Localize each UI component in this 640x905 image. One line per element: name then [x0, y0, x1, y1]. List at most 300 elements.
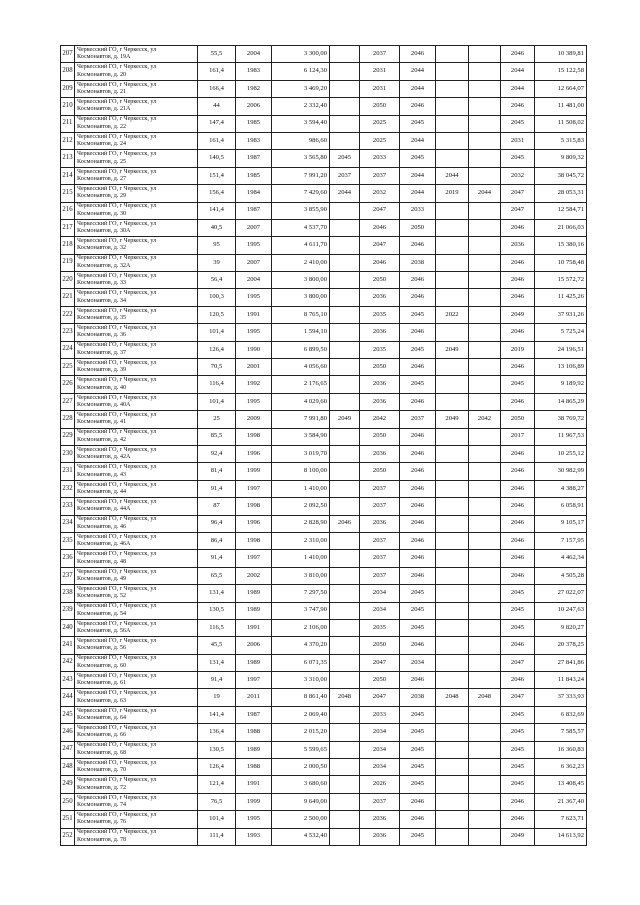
year-col-5-cell: [469, 202, 501, 219]
row-number-cell: 235: [61, 532, 75, 549]
address-line-1: Черкесский ГО, г Черкесск, ул: [77, 255, 157, 262]
cost-cell: 2 069,40: [272, 706, 330, 723]
table-row: [61, 759, 587, 776]
table-row: [61, 237, 587, 254]
address-cell: [75, 445, 198, 462]
year-col-3-cell: 2050: [400, 219, 436, 236]
area-cell: 101,4: [198, 393, 236, 410]
year-col-3-cell: 2046: [400, 98, 436, 115]
year-col-1-cell: [330, 532, 360, 549]
row-number-cell: 250: [61, 793, 75, 810]
address-line-2: Космонавтов, д. 78: [77, 836, 127, 843]
address-line-1: Черкесский ГО, г Черкесск, ул: [77, 725, 157, 732]
address-cell: [75, 793, 198, 810]
year-col-4-cell: [436, 254, 469, 271]
table-row: [61, 793, 587, 810]
address-line-1: Черкесский ГО, г Черкесск, ул: [77, 568, 157, 575]
cost-cell: 3 747,90: [272, 602, 330, 619]
year-col-6-cell: 2031: [501, 132, 535, 149]
year-col-5-cell: [469, 359, 501, 376]
year-col-4-cell: [436, 202, 469, 219]
cost-cell: 3 855,90: [272, 202, 330, 219]
year-col-6-cell: 2046: [501, 324, 535, 341]
year-col-3-cell: 2046: [400, 793, 436, 810]
year-col-4-cell: [436, 289, 469, 306]
total-cost-cell: 6 832,69: [535, 706, 587, 723]
address-line-1: Черкесский ГО, г Черкесск, ул: [77, 811, 157, 818]
address-line-1: Черкесский ГО, г Черкесск, ул: [77, 116, 157, 123]
build-year-cell: 1997: [236, 480, 272, 497]
table-row: [61, 132, 587, 149]
year-col-5-cell: [469, 445, 501, 462]
total-cost-cell: 12 584,71: [535, 202, 587, 219]
build-year-cell: 1998: [236, 428, 272, 445]
total-cost-cell: 38 769,72: [535, 411, 587, 428]
total-cost-cell: 7 623,71: [535, 811, 587, 828]
build-year-cell: 2001: [236, 359, 272, 376]
year-col-6-cell: 2046: [501, 98, 535, 115]
year-col-1-cell: [330, 46, 360, 63]
row-number-cell: 217: [61, 219, 75, 236]
total-cost-cell: 38 045,72: [535, 167, 587, 184]
year-col-3-cell: 2046: [400, 637, 436, 654]
build-year-cell: 1991: [236, 306, 272, 323]
year-col-3-cell: 2044: [400, 185, 436, 202]
address-line-1: Черкесский ГО, г Черкесск, ул: [77, 481, 157, 488]
year-col-3-cell: 2046: [400, 498, 436, 515]
cost-cell: 3 800,00: [272, 272, 330, 289]
address-line-2: Космонавтов, д. 42: [77, 436, 127, 443]
table-row: [61, 550, 587, 567]
year-col-2-cell: 2036: [360, 393, 400, 410]
address-line-2: Космонавтов, д. 44А: [77, 506, 131, 513]
table-row: [61, 567, 587, 584]
build-year-cell: 1987: [236, 706, 272, 723]
year-col-3-cell: 2046: [400, 811, 436, 828]
address-cell: [75, 428, 198, 445]
cost-cell: 3 680,60: [272, 776, 330, 793]
year-col-1-cell: 2049: [330, 411, 360, 428]
address-cell: [75, 619, 198, 636]
area-cell: 92,4: [198, 445, 236, 462]
area-cell: 91,4: [198, 550, 236, 567]
year-col-6-cell: 2045: [501, 776, 535, 793]
cost-cell: 2 015,20: [272, 724, 330, 741]
row-number-cell: 215: [61, 185, 75, 202]
address-line-1: Черкесский ГО, г Черкесск, ул: [77, 98, 157, 105]
build-year-cell: 1998: [236, 498, 272, 515]
year-col-1-cell: 2046: [330, 515, 360, 532]
year-col-1-cell: 2037: [330, 167, 360, 184]
cost-cell: 3 594,40: [272, 115, 330, 132]
build-year-cell: 1989: [236, 602, 272, 619]
address-line-2: Космонавтов, д. 30А: [77, 228, 131, 235]
year-col-2-cell: 2036: [360, 376, 400, 393]
total-cost-cell: 12 664,07: [535, 80, 587, 97]
total-cost-cell: 11 843,24: [535, 672, 587, 689]
year-col-5-cell: [469, 115, 501, 132]
total-cost-cell: 24 196,51: [535, 341, 587, 358]
year-col-4-cell: [436, 619, 469, 636]
year-col-3-cell: 2045: [400, 150, 436, 167]
cost-cell: 4 532,40: [272, 828, 330, 845]
address-line-2: Космонавтов, д. 40А: [77, 402, 131, 408]
year-col-3-cell: 2046: [400, 428, 436, 445]
year-col-4-cell: [436, 63, 469, 80]
build-year-cell: 1999: [236, 793, 272, 810]
address-cell: [75, 689, 198, 706]
address-cell: [75, 515, 198, 532]
address-cell: [75, 359, 198, 376]
address-line-1: Черкесский ГО, г Черкесск, ул: [77, 777, 157, 784]
address-cell: [75, 706, 198, 723]
address-line-1: Черкесский ГО, г Черкесск, ул: [77, 672, 157, 679]
year-col-6-cell: 2046: [501, 637, 535, 654]
table-row: [61, 167, 587, 184]
row-number-cell: 224: [61, 341, 75, 358]
year-col-4-cell: [436, 359, 469, 376]
area-cell: 166,4: [198, 80, 236, 97]
cost-cell: 2 310,00: [272, 532, 330, 549]
year-col-5-cell: [469, 619, 501, 636]
table-row: [61, 46, 587, 63]
year-col-6-cell: 2046: [501, 515, 535, 532]
year-col-2-cell: 2034: [360, 585, 400, 602]
area-cell: 81,4: [198, 463, 236, 480]
address-cell: [75, 654, 198, 671]
address-line-2: Космонавтов, д. 42А: [77, 454, 131, 461]
cost-cell: 1 594,10: [272, 324, 330, 341]
year-col-3-cell: 2046: [400, 272, 436, 289]
build-year-cell: 1982: [236, 80, 272, 97]
row-number-cell: 247: [61, 741, 75, 758]
row-number-cell: 246: [61, 724, 75, 741]
area-cell: 56,4: [198, 272, 236, 289]
year-col-1-cell: [330, 463, 360, 480]
year-col-6-cell: 2047: [501, 654, 535, 671]
area-cell: 85,5: [198, 428, 236, 445]
table-row: [61, 445, 587, 462]
area-cell: 121,4: [198, 776, 236, 793]
year-col-6-cell: 2045: [501, 759, 535, 776]
year-col-2-cell: 2034: [360, 724, 400, 741]
year-col-3-cell: 2045: [400, 341, 436, 358]
table-row: [61, 532, 587, 549]
address-line-2: Космонавтов, д. 74: [77, 801, 127, 808]
year-col-1-cell: [330, 428, 360, 445]
year-col-4-cell: [436, 793, 469, 810]
area-cell: 39: [198, 254, 236, 271]
year-col-3-cell: 2045: [400, 706, 436, 723]
year-col-6-cell: 2046: [501, 550, 535, 567]
build-year-cell: 1991: [236, 619, 272, 636]
year-col-1-cell: [330, 306, 360, 323]
build-year-cell: 1996: [236, 445, 272, 462]
year-col-2-cell: 2037: [360, 167, 400, 184]
area-cell: 136,4: [198, 724, 236, 741]
table-row: [61, 80, 587, 97]
area-cell: 55,5: [198, 46, 236, 63]
build-year-cell: 1992: [236, 376, 272, 393]
cost-cell: 6 071,35: [272, 654, 330, 671]
total-cost-cell: 9 809,32: [535, 150, 587, 167]
address-cell: [75, 480, 198, 497]
address-line-1: Черкесский ГО, г Черкесск, ул: [77, 133, 157, 140]
address-line-2: Космонавтов, д. 56: [77, 645, 127, 652]
year-col-3-cell: 2045: [400, 376, 436, 393]
year-col-1-cell: 2048: [330, 689, 360, 706]
year-col-1-cell: [330, 724, 360, 741]
year-col-4-cell: [436, 498, 469, 515]
address-line-1: Черкесский ГО, г Черкесск, ул: [77, 603, 157, 610]
year-col-2-cell: 2047: [360, 202, 400, 219]
table-row: [61, 741, 587, 758]
address-cell: [75, 567, 198, 584]
address-cell: [75, 724, 198, 741]
area-cell: 116,4: [198, 376, 236, 393]
cost-cell: 6 899,50: [272, 341, 330, 358]
cost-cell: 4 611,70: [272, 237, 330, 254]
address-cell: [75, 376, 198, 393]
total-cost-cell: 9 189,92: [535, 376, 587, 393]
address-cell: [75, 498, 198, 515]
build-year-cell: 1997: [236, 672, 272, 689]
year-col-2-cell: 2047: [360, 237, 400, 254]
year-col-4-cell: [436, 393, 469, 410]
build-year-cell: 1983: [236, 63, 272, 80]
year-col-2-cell: 2037: [360, 480, 400, 497]
year-col-5-cell: [469, 498, 501, 515]
address-line-1: Черкесский ГО, г Черкесск, ул: [77, 272, 157, 279]
area-cell: 25: [198, 411, 236, 428]
year-col-6-cell: 2036: [501, 237, 535, 254]
address-cell: [75, 219, 198, 236]
address-line-2: Космонавтов, д. 49: [77, 575, 127, 582]
year-col-6-cell: 2032: [501, 167, 535, 184]
year-col-3-cell: 2044: [400, 80, 436, 97]
area-cell: 126,4: [198, 341, 236, 358]
year-col-3-cell: 2034: [400, 654, 436, 671]
table-row: [61, 150, 587, 167]
address-line-2: Космонавтов, д. 32А: [77, 262, 131, 269]
year-col-1-cell: [330, 741, 360, 758]
build-year-cell: 2004: [236, 272, 272, 289]
total-cost-cell: 21 066,03: [535, 219, 587, 236]
year-col-1-cell: [330, 672, 360, 689]
year-col-6-cell: 2046: [501, 359, 535, 376]
address-line-1: Черкесский ГО, г Черкесск, ул: [77, 446, 157, 453]
address-line-1: Черкесский ГО, г Черкесск, ул: [77, 325, 157, 332]
row-number-cell: 207: [61, 46, 75, 63]
total-cost-cell: 10 758,48: [535, 254, 587, 271]
year-col-1-cell: [330, 828, 360, 845]
year-col-1-cell: [330, 619, 360, 636]
table-row: [61, 185, 587, 202]
year-col-4-cell: [436, 480, 469, 497]
cost-cell: 1 410,00: [272, 480, 330, 497]
table-row: [61, 376, 587, 393]
year-col-5-cell: 2044: [469, 185, 501, 202]
total-cost-cell: 27 841,86: [535, 654, 587, 671]
build-year-cell: 1985: [236, 115, 272, 132]
year-col-1-cell: [330, 359, 360, 376]
year-col-2-cell: 2035: [360, 619, 400, 636]
table-row: [61, 254, 587, 271]
year-col-1-cell: [330, 706, 360, 723]
build-year-cell: 1993: [236, 828, 272, 845]
year-col-6-cell: 2046: [501, 672, 535, 689]
year-col-2-cell: 2025: [360, 115, 400, 132]
row-number-cell: 226: [61, 376, 75, 393]
total-cost-cell: 4 505,28: [535, 567, 587, 584]
address-cell: [75, 237, 198, 254]
year-col-5-cell: [469, 776, 501, 793]
address-line-1: Черкесский ГО, г Черкесск, ул: [77, 498, 157, 505]
year-col-3-cell: 2044: [400, 132, 436, 149]
year-col-6-cell: 2046: [501, 445, 535, 462]
row-number-cell: 242: [61, 654, 75, 671]
row-number-cell: 228: [61, 411, 75, 428]
year-col-5-cell: [469, 811, 501, 828]
area-cell: 101,4: [198, 811, 236, 828]
year-col-4-cell: [436, 80, 469, 97]
year-col-3-cell: 2046: [400, 289, 436, 306]
row-number-cell: 221: [61, 289, 75, 306]
year-col-3-cell: 2044: [400, 63, 436, 80]
table-row: [61, 393, 587, 410]
address-line-2: Космонавтов, д. 22: [77, 123, 127, 130]
table-row: [61, 602, 587, 619]
build-year-cell: 1989: [236, 741, 272, 758]
cost-cell: 9 649,00: [272, 793, 330, 810]
year-col-2-cell: 2050: [360, 463, 400, 480]
year-col-2-cell: 2032: [360, 185, 400, 202]
year-col-1-cell: [330, 115, 360, 132]
year-col-1-cell: [330, 811, 360, 828]
area-cell: 116,5: [198, 619, 236, 636]
table-row: [61, 637, 587, 654]
address-line-1: Черкесский ГО, г Черкесск, ул: [77, 185, 157, 192]
year-col-5-cell: [469, 793, 501, 810]
table-row: [61, 811, 587, 828]
year-col-3-cell: 2046: [400, 550, 436, 567]
year-col-5-cell: [469, 150, 501, 167]
cost-cell: 2 000,50: [272, 759, 330, 776]
total-cost-cell: 15 122,58: [535, 63, 587, 80]
area-cell: 141,4: [198, 202, 236, 219]
address-line-2: Космонавтов, д. 33: [77, 280, 127, 287]
year-col-6-cell: 2045: [501, 724, 535, 741]
row-number-cell: 229: [61, 428, 75, 445]
address-line-1: Черкесский ГО, г Черкесск, ул: [77, 707, 157, 714]
year-col-1-cell: 2044: [330, 185, 360, 202]
year-col-1-cell: 2045: [330, 150, 360, 167]
total-cost-cell: 6 362,23: [535, 759, 587, 776]
address-line-1: Черкесский ГО, г Черкесск, ул: [77, 46, 157, 53]
year-col-3-cell: 2038: [400, 254, 436, 271]
row-number-cell: 210: [61, 98, 75, 115]
year-col-2-cell: 2050: [360, 428, 400, 445]
area-cell: 19: [198, 689, 236, 706]
address-line-2: Космонавтов, д. 24: [77, 141, 127, 148]
year-col-5-cell: [469, 237, 501, 254]
year-col-3-cell: 2045: [400, 724, 436, 741]
row-number-cell: 232: [61, 480, 75, 497]
cost-cell: 7 991,80: [272, 411, 330, 428]
year-col-3-cell: 2046: [400, 237, 436, 254]
year-col-1-cell: [330, 289, 360, 306]
row-number-cell: 252: [61, 828, 75, 845]
row-number-cell: 211: [61, 115, 75, 132]
row-number-cell: 212: [61, 132, 75, 149]
table-row: [61, 359, 587, 376]
area-cell: 156,4: [198, 185, 236, 202]
build-year-cell: 1996: [236, 515, 272, 532]
total-cost-cell: 9 820,27: [535, 619, 587, 636]
address-line-1: Черкесский ГО, г Черкесск, ул: [77, 429, 157, 436]
year-col-6-cell: 2049: [501, 828, 535, 845]
build-year-cell: 2007: [236, 254, 272, 271]
area-cell: 126,4: [198, 759, 236, 776]
table-row: [61, 115, 587, 132]
table-row: [61, 411, 587, 428]
row-number-cell: 238: [61, 585, 75, 602]
year-col-1-cell: [330, 376, 360, 393]
year-col-1-cell: [330, 654, 360, 671]
year-col-1-cell: [330, 324, 360, 341]
year-col-5-cell: [469, 167, 501, 184]
total-cost-cell: 28 053,31: [535, 185, 587, 202]
total-cost-cell: 10 389,81: [535, 46, 587, 63]
year-col-2-cell: 2033: [360, 706, 400, 723]
address-line-1: Черкесский ГО, г Черкесск, ул: [77, 411, 157, 418]
year-col-4-cell: 2022: [436, 306, 469, 323]
year-col-5-cell: [469, 428, 501, 445]
row-number-cell: 216: [61, 202, 75, 219]
address-line-1: Черкесский ГО, г Черкесск, ул: [77, 342, 157, 349]
year-col-3-cell: 2046: [400, 445, 436, 462]
build-year-cell: 1995: [236, 324, 272, 341]
cost-cell: 6 124,30: [272, 63, 330, 80]
year-col-5-cell: [469, 98, 501, 115]
area-cell: 147,4: [198, 115, 236, 132]
row-number-cell: 231: [61, 463, 75, 480]
address-line-2: Космонавтов, д. 36: [77, 332, 127, 339]
year-col-5-cell: [469, 567, 501, 584]
year-col-4-cell: [436, 741, 469, 758]
year-col-5-cell: [469, 272, 501, 289]
year-col-6-cell: 2047: [501, 689, 535, 706]
cost-cell: 3 019,70: [272, 445, 330, 462]
address-line-2: Космонавтов, д. 46А: [77, 541, 131, 548]
address-line-1: Черкесский ГО, г Черкесск, ул: [77, 220, 157, 227]
year-col-3-cell: 2046: [400, 480, 436, 497]
year-col-5-cell: 2042: [469, 411, 501, 428]
year-col-5-cell: [469, 480, 501, 497]
year-col-2-cell: 2037: [360, 567, 400, 584]
year-col-5-cell: [469, 132, 501, 149]
address-cell: [75, 585, 198, 602]
table-row: [61, 515, 587, 532]
year-col-1-cell: [330, 637, 360, 654]
area-cell: 161,4: [198, 132, 236, 149]
address-line-1: Черкесский ГО, г Черкесск, ул: [77, 238, 157, 245]
table-row: [61, 63, 587, 80]
year-col-2-cell: 2047: [360, 689, 400, 706]
address-cell: [75, 272, 198, 289]
build-year-cell: 2006: [236, 98, 272, 115]
year-col-3-cell: 2045: [400, 585, 436, 602]
